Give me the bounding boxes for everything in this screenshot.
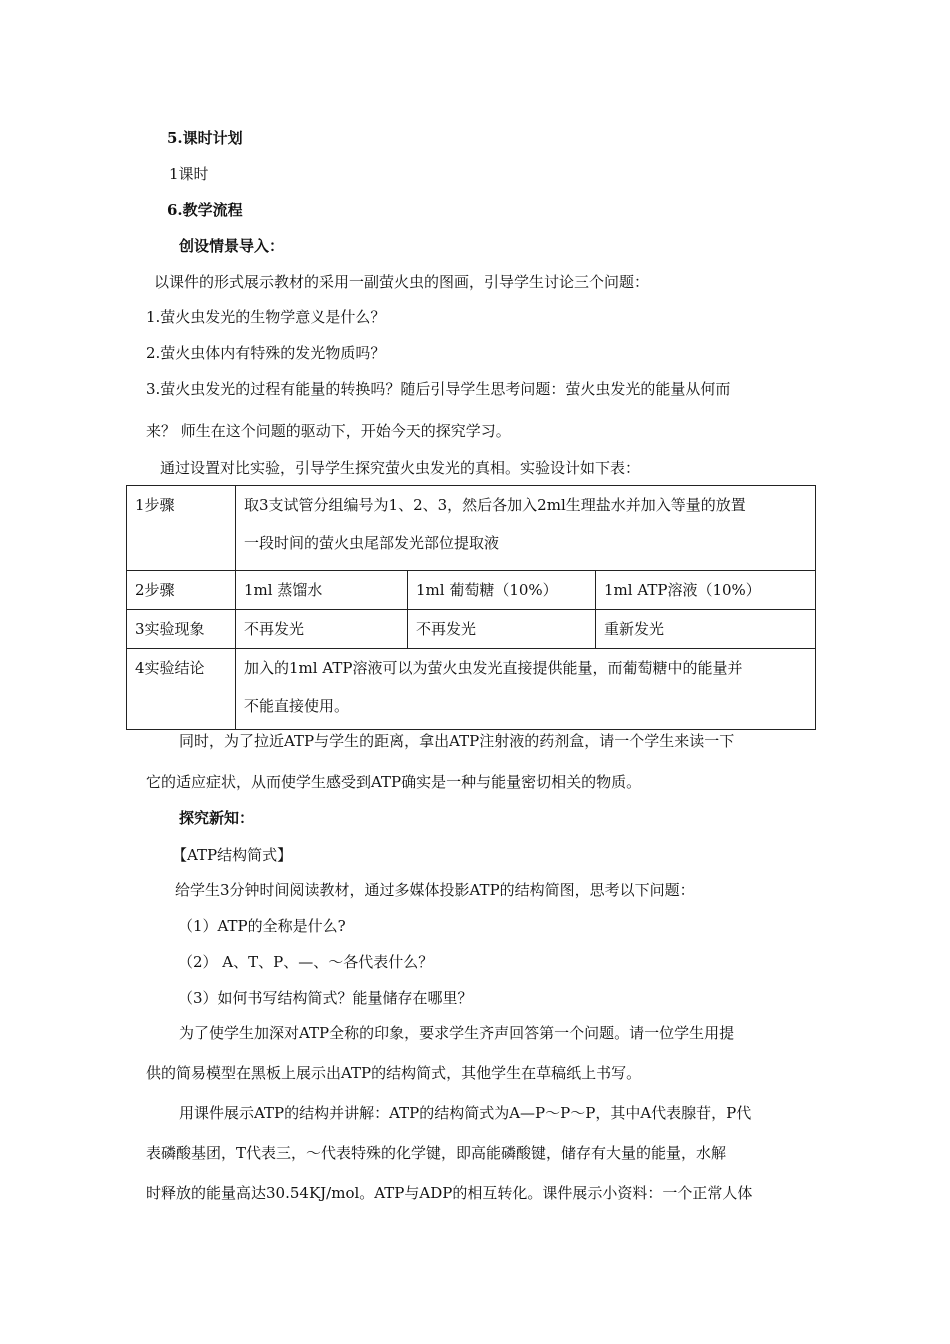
atp-section-title: 【ATP结构简式】 (172, 846, 293, 864)
para-struct-line1: 用课件展示ATP的结构并讲解：ATP的结构简式为A—P～P～P，其中A代表腺苷，P代 (179, 1104, 752, 1122)
question-a: （1）ATP的全称是什么? (178, 917, 346, 935)
question-b: （2） A、T、P、—、～各代表什么？ (178, 953, 434, 971)
experiment-table (126, 485, 816, 730)
row-label: 1步骤 (127, 486, 236, 571)
intro-title: 创设情景导入： (179, 237, 285, 255)
para-box-line1: 同时，为了拉近ATP与学生的距离，拿出ATP注射液的药剂盒，请一个学生来读一下 (179, 732, 735, 750)
table-cell: 1ml 葡萄糖（10%） (408, 571, 596, 610)
para-answer-line2: 供的简易模型在黑板上展示出ATP的结构简式，其他学生在草稿纸上书写。 (146, 1064, 642, 1082)
table-cell: 1ml 蒸馏水 (236, 571, 408, 610)
row-text: 加入的1ml ATP溶液可以为萤火虫发光直接提供能量，而葡萄糖中的能量并 不能直接使用。 (236, 649, 816, 730)
explore-title: 探究新知： (179, 809, 255, 827)
plan-value: 1课时 (169, 165, 209, 183)
table-row (127, 486, 816, 571)
intro-text: 以课件的形式展示教材的采用一副萤火虫的图画，引导学生讨论三个问题： (154, 273, 650, 291)
experiment-intro: 通过设置对比实验，引导学生探究萤火虫发光的真相。实验设计如下表： (160, 459, 641, 477)
question-3-line1: 3.萤火虫发光的过程有能量的转换吗？随后引导学生思考问题：萤火虫发光的能量从何而 (146, 380, 731, 398)
table-cell: 1ml ATP溶液（10%） (596, 571, 816, 610)
para-struct-line2: 表磷酸基团，T代表三，～代表特殊的化学键，即高能磷酸键，储存有大量的能量，水解 (146, 1144, 727, 1162)
table-row (127, 571, 816, 610)
question-1: 1.萤火虫发光的生物学意义是什么？ (146, 308, 386, 326)
table-row (127, 610, 816, 649)
para-box-line2: 它的适应症状，从而使学生感受到ATP确实是一种与能量密切相关的物质。 (146, 773, 642, 791)
row-label: 4实验结论 (127, 649, 236, 730)
para-answer-line1: 为了使学生加深对ATP全称的印象，要求学生齐声回答第一个问题。请一位学生用提 (179, 1024, 735, 1042)
heading-plan: 5.课时计划 (167, 129, 243, 147)
row-label: 3实验现象 (127, 610, 236, 649)
para-struct-line3: 时释放的能量高达30.54KJ/mol。ATP与ADP的相互转化。课件展示小资料：一个正常人体 (146, 1184, 753, 1202)
question-2: 2.萤火虫体内有特殊的发光物质吗？ (146, 344, 386, 362)
row-text: 取3支试管分组编号为1、2、3，然后各加入2ml生理盐水并加入等量的放置 一段时间的萤火虫尾部发光部位提取液 (236, 486, 816, 571)
heading-flow: 6.教学流程 (167, 201, 243, 219)
table-cell: 不再发光 (236, 610, 408, 649)
table-row (127, 649, 816, 730)
table-cell: 重新发光 (596, 610, 816, 649)
table-cell: 不再发光 (408, 610, 596, 649)
row-label: 2步骤 (127, 571, 236, 610)
question-c: （3）如何书写结构简式？能量储存在哪里？ (178, 989, 473, 1007)
reading-task: 给学生3分钟时间阅读教材，通过多媒体投影ATP的结构简图，思考以下问题： (175, 881, 695, 899)
question-3-line2: 来？ 师生在这个问题的驱动下，开始今天的探究学习。 (146, 422, 511, 440)
